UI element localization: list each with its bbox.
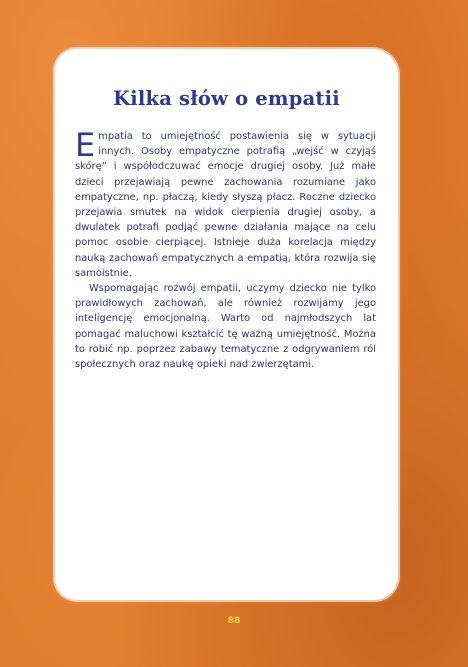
article-body <box>75 126 376 372</box>
paragraph-1 <box>75 126 376 281</box>
paragraph-2: Wspomagając rozwój empatii, uczymy dziecko nie tylko prawidłowych zachowań, ale również rozwijamy jego inteligencję emocjonalną. Warto od najmłodszych lat pomagać maluchowi kształcić tę ważną umiejętność. Można to robić np. poprzez zabawy tematyczne z odgrywaniem ról społecznych oraz naukę opieki nad zwierzętami. <box>75 283 376 371</box>
drop-cap: E <box>75 126 96 164</box>
page-title: Kilka słów o empatii <box>113 87 340 110</box>
paragraph-1-text: mpatia to umiejętność postawienia się w sytuacji innych. Osoby empatyczne potrafią „wejść w czyjąś skórę” i współodczuwać emocje drugiej osoby. Już małe dzieci przejawiają pewne zachowania rozumiane jako empatyczne, np. płaczą, kiedy słyszą płacz. Roczne dziecko przejawia smutek na widok cierpienia drugiej osoby, a dwulatek potrafi podjąć pewne działania mające na celu pomoc osobie cierpiącej. Istnieje duża korelacja między nauką zachowań empatycznych a empatią, która rozwija się samoistnie. <box>75 131 376 279</box>
page-card <box>55 49 398 600</box>
page-number: 88 <box>227 616 241 626</box>
